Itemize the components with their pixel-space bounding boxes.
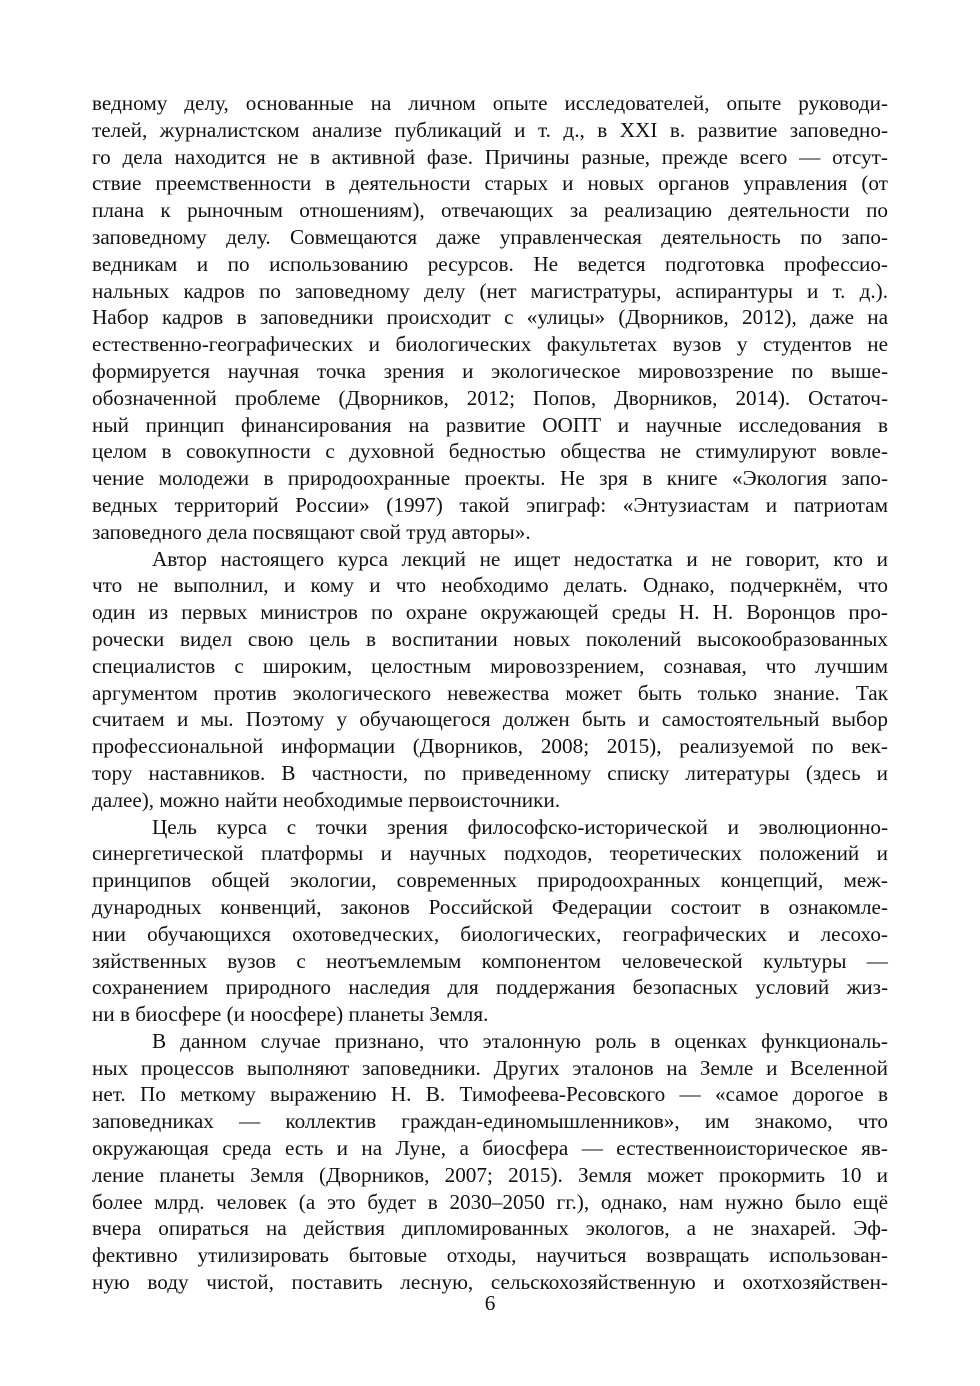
text-line: считаем и мы. Поэтому у обучающегося должен быть и самостоятельный выбор (92, 707, 888, 732)
text-line: один из первых министров по охране окружающей среды Н. Н. Воронцов про- (92, 600, 888, 625)
page-body (92, 90, 888, 1296)
text-line: ни в биосфере (и ноосфере) планеты Земля. (92, 1002, 489, 1027)
text-line: рочески видел свою цель в воспитании новых поколений высокообразованных (92, 626, 888, 651)
text-line: ведному делу, основанные на личном опыте исследователей, опыте руководи- (92, 91, 888, 115)
text-line: Цель курса с точки зрения философско-исторической и эволюционно- (152, 814, 888, 839)
text-line: ствие преемственности в деятельности старых и новых органов управления (от (92, 171, 888, 196)
text-line: заповедниках — коллектив граждан-единомышленников», им знакомо, что (92, 1109, 888, 1134)
text-line: более млрд. человек (а это будет в 2030–2050 гг.), однако, нам нужно было ещё (92, 1189, 888, 1214)
text-line: вчера опираться на действия дипломированных экологов, а не знахарей. Эф- (92, 1216, 888, 1241)
text-line: тору наставников. В частности, по приведенному списку литературы (здесь и (92, 760, 888, 785)
text-line: обозначенной проблеме (Дворников, 2012; Попов, Дворников, 2014). Остаточ- (92, 385, 888, 410)
paragraph (92, 1028, 888, 1296)
text-line: заповедному делу. Совмещаются даже управленческая деятельность по запо- (92, 224, 888, 249)
text-line: ных процессов выполняют заповедники. Других эталонов на Земле и Вселенной (92, 1055, 888, 1080)
text-line: специалистов с широким, целостным мировоззрением, сознавая, что лучшим (92, 653, 888, 678)
text-line: окружающая среда есть и на Луне, а биосфера — естественноисторическое яв- (92, 1136, 888, 1161)
text-line: далее), можно найти необходимые первоисточники. (92, 787, 561, 812)
text-line: аргументом против экологического невежества может быть только знание. Так (92, 680, 888, 705)
text-line: плана к рыночным отношениям), отвечающих за реализацию деятельности по (92, 198, 888, 223)
text-line: нии обучающихся охотоведческих, биологических, географических и лесохо- (92, 921, 888, 946)
text-line: дународных конвенций, законов Российской Федерации состоит в ознакомле- (92, 894, 888, 919)
text-line: принципов общей экологии, современных природоохранных концепций, меж- (92, 868, 888, 893)
paragraph (92, 90, 888, 546)
page-number: 6 (484, 1291, 496, 1315)
text-line: ную воду чистой, поставить лесную, сельскохозяйственную и охотхозяйствен- (92, 1270, 888, 1295)
text-line: естественно-географических и биологических факультетах вузов у студентов не (92, 332, 888, 357)
text-line: чение молодежи в природоохранные проекты. Не зря в книге «Экология запо- (92, 466, 888, 491)
text-line: сохранением природного наследия для поддержания безопасных условий жиз- (92, 975, 888, 1000)
text-line: ление планеты Земля (Дворников, 2007; 2015). Земля может прокормить 10 и (92, 1162, 888, 1187)
text-line: В данном случае признано, что эталонную роль в оценках функциональ- (152, 1028, 888, 1053)
text-line: го дела находится не в активной фазе. Причины разные, прежде всего — отсут- (92, 144, 888, 169)
text-line: целом в совокупности с духовной бедностью общества не стимулируют вовле- (92, 439, 888, 464)
text-line: зяйственных вузов с неотъемлемым компонентом человеческой культуры — (92, 948, 888, 973)
text-line: заповедного дела посвящают свой труд авторы». (92, 519, 531, 544)
text-line: фективно утилизировать бытовые отходы, научиться возвращать использован- (92, 1243, 888, 1268)
text-line: Автор настоящего курса лекций не ищет недостатка и не говорит, кто и (152, 546, 888, 571)
text-line: что не выполнил, и кому и что необходимо делать. Однако, подчеркнём, что (92, 573, 888, 598)
text-line: Набор кадров в заповедники происходит с «улицы» (Дворников, 2012), даже на (92, 305, 888, 330)
text-line: нальных кадров по заповедному делу (нет магистратуры, аспирантуры и т. д.). (92, 278, 888, 303)
text-line: профессиональной информации (Дворников, 2008; 2015), реализуемой по век- (92, 734, 888, 759)
text-line: ведникам и по использованию ресурсов. Не ведется подготовка профессио- (92, 251, 888, 276)
text-line: телей, журналистском анализе публикаций и т. д., в XXI в. развитие заповедно- (92, 117, 888, 142)
paragraph (92, 814, 888, 1028)
paragraph (92, 546, 888, 814)
text-line: ведных территорий России» (1997) такой эпиграф: «Энтузиастам и патриотам (92, 492, 888, 517)
text-line: ный принцип финансирования на развитие ООПТ и научные исследования в (92, 412, 888, 437)
text-line: синергетической платформы и научных подходов, теоретических положений и (92, 841, 888, 866)
text-line: нет. По меткому выражению Н. В. Тимофеева-Ресовского — «самое дорогое в (92, 1082, 888, 1107)
text-line: формируется научная точка зрения и экологическое мировоззрение по выше- (92, 358, 888, 383)
